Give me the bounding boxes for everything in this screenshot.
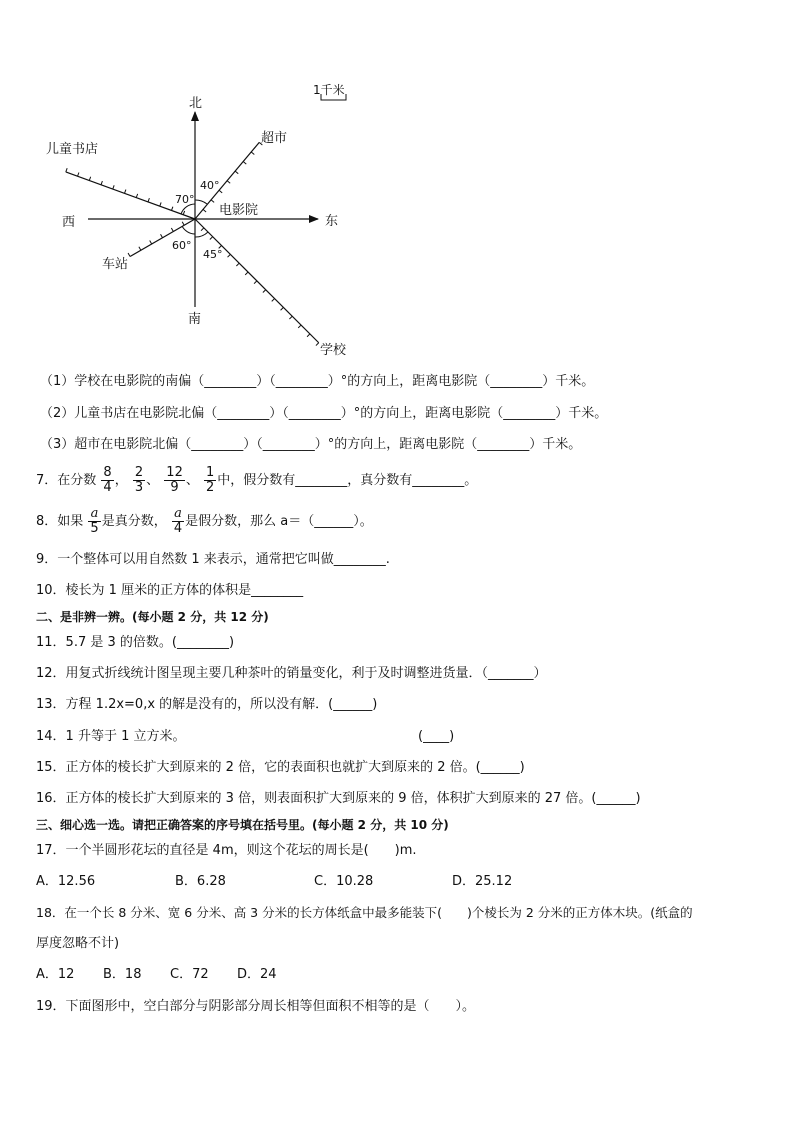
ray-supermarket-tick — [211, 200, 214, 203]
angle-arc-45 — [195, 232, 208, 237]
question-9: 9．一个整体可以用自然数 1 来表示，通常把它叫做________. — [36, 552, 390, 567]
question-10: 10．棱长为 1 厘米的正方体的体积是________ — [36, 583, 304, 598]
ray-station-tick — [128, 253, 130, 256]
fraction-12-9 — [164, 466, 185, 495]
ray-supermarket-tick — [203, 209, 206, 212]
ray-school-tick — [236, 263, 239, 266]
q6-part2: （2）儿童书店在电影院北偏（________）（________）°的方向上，距离电影院（________）千米。 — [40, 406, 608, 421]
fraction-numerator: a — [88, 507, 100, 522]
q17-option-a: A．12.56 — [36, 874, 96, 889]
ray-school-tick — [254, 281, 257, 284]
fraction-a-4 — [172, 507, 184, 536]
fraction-numerator: 8 — [103, 465, 112, 480]
ray-school-tick — [272, 299, 275, 302]
question-7 — [36, 464, 477, 498]
ray-bookstore-tick — [101, 181, 102, 185]
east-label: 东 — [325, 214, 339, 229]
station-label: 车站 — [102, 257, 129, 272]
north-label: 北 — [189, 96, 203, 111]
fraction-1-2 — [204, 466, 216, 495]
ray-school-tick — [201, 228, 204, 231]
fraction-denominator: 4 — [173, 521, 183, 536]
south-label: 南 — [188, 312, 202, 327]
fraction-8-4 — [101, 466, 113, 495]
ray-bookstore-tick — [148, 198, 149, 202]
angle-45-label: 45° — [203, 248, 223, 261]
question-19: 19．下面图形中，空白部分与阴影部分周长相等但面积不相等的是（ ）。 — [36, 999, 476, 1014]
question-18-line2: 厚度忽略不计) — [36, 936, 120, 951]
question-16: 16．正方体的棱长扩大到原来的 3 倍，则表面积扩大到原来的 9 倍，体积扩大到原来的 27 倍。(______) — [36, 791, 641, 806]
ray-bookstore-tick — [125, 190, 126, 194]
ray-school-tick — [281, 307, 284, 310]
ray-station-tick — [139, 247, 141, 250]
ray-school-tick — [298, 325, 301, 328]
ray-supermarket-tick — [251, 152, 254, 155]
ray-bookstore-tick — [172, 207, 173, 211]
ray-supermarket-tick — [227, 181, 230, 184]
ray-bookstore-tick — [113, 185, 114, 189]
cinema-label: 电影院 — [219, 203, 259, 218]
fraction-2-3 — [133, 466, 145, 495]
supermarket-label: 超市 — [261, 131, 288, 146]
ray-bookstore-tick — [183, 211, 184, 215]
q7-sep2: 、 — [146, 473, 160, 488]
angle-arc-40 — [195, 200, 207, 204]
fraction-denominator: 3 — [134, 480, 144, 495]
ray-school-tick — [316, 343, 319, 346]
ray-station-tick — [171, 228, 173, 231]
q6-part1: （1）学校在电影院的南偏（________）（________）°的方向上，距离电影院（________）千米。 — [40, 374, 595, 389]
ray-bookstore-tick — [136, 194, 137, 198]
fraction-a-5 — [88, 507, 100, 536]
ray-station-tick — [161, 234, 163, 237]
q18-option-b: B．18 — [103, 967, 142, 982]
angle-40-label: 40° — [200, 179, 220, 192]
section-3-heading: 三、细心选一选。请把正确答案的序号填在括号里。(每小题 2 分，共 10 分) — [36, 818, 449, 832]
q18-option-d: D．24 — [237, 967, 277, 982]
ray-school-tick — [228, 254, 231, 257]
fraction-denominator: 5 — [90, 521, 99, 536]
ray-bookstore-tick — [160, 202, 161, 206]
fraction-numerator: a — [172, 507, 184, 522]
q7-sep1: ， — [114, 473, 128, 488]
ray-supermarket-tick — [243, 162, 246, 165]
fraction-denominator: 4 — [103, 480, 112, 495]
q7-prefix: 7．在分数 — [36, 473, 97, 488]
q8-mid: 是真分数， — [101, 514, 167, 529]
ray-school-tick — [289, 316, 292, 319]
q18-option-c: C．72 — [170, 967, 209, 982]
ray-supermarket-tick — [219, 190, 222, 193]
ray-station-tick — [150, 241, 152, 244]
west-label: 西 — [62, 215, 76, 230]
question-17: 17．一个半圆形花坛的直径是 4m，则这个花坛的周长是( )m. — [36, 843, 417, 858]
q6-part3: （3）超市在电影院北偏（________）（________）°的方向上，距离电影院（________）千米。 — [40, 437, 582, 452]
q17-option-c: C．10.28 — [314, 874, 374, 889]
q7-suffix: 中，假分数有________，真分数有________。 — [217, 473, 478, 488]
question-13: 13．方程 1.2x=0,x 的解是没有的，所以没有解．(______) — [36, 697, 378, 712]
question-14: 14．1 升等于 1 立方米。 — [36, 729, 186, 744]
angle-arc-60 — [182, 226, 195, 234]
ray-school-tick — [263, 290, 266, 293]
ray-school-tick — [245, 272, 248, 275]
direction-map — [0, 0, 794, 370]
q8-suffix: 是假分数，那么 a＝（______）。 — [185, 514, 373, 529]
school-label: 学校 — [320, 343, 347, 358]
question-15: 15．正方体的棱长扩大到原来的 2 倍，它的表面积也就扩大到原来的 2 倍。(______) — [36, 760, 525, 775]
section-2-heading: 二、是非辨一辨。(每小题 2 分，共 12 分) — [36, 610, 269, 624]
q18-option-a: A．12 — [36, 967, 75, 982]
ray-school-tick — [307, 334, 310, 337]
ray-bookstore-tick — [89, 177, 90, 181]
ray-supermarket-tick — [235, 171, 238, 174]
ray-bookstore-tick — [78, 172, 79, 176]
fraction-denominator: 9 — [170, 480, 179, 495]
question-18-line1: 18．在一个长 8 分米、宽 6 分米、高 3 分米的长方体纸盒中最多能装下( )个棱长为 2 分米的正方体木块。(纸盒的 — [36, 905, 693, 920]
fraction-numerator: 1 — [206, 465, 215, 480]
q17-option-b: B．6.28 — [175, 874, 226, 889]
question-12: 12．用复式折线统计图呈现主要几种茶叶的销量变化，利于及时调整进货量．（_______） — [36, 666, 547, 681]
angle-60-label: 60° — [172, 239, 192, 252]
q17-option-d: D．25.12 — [452, 874, 513, 889]
fraction-denominator: 2 — [206, 480, 215, 495]
bookstore-label: 儿童书店 — [46, 142, 99, 157]
q7-sep3: 、 — [185, 473, 199, 488]
q8-prefix: 8．如果 — [36, 514, 84, 529]
fraction-numerator: 2 — [134, 465, 144, 480]
question-11: 11．5.7 是 3 的倍数。(________) — [36, 635, 235, 650]
ray-school-tick — [210, 237, 213, 240]
question-14-blank: (____) — [418, 729, 455, 744]
question-8 — [36, 505, 373, 539]
angle-70-label: 70° — [175, 193, 195, 206]
ray-bookstore-tick — [66, 168, 67, 172]
scale-label: 1千米 — [313, 83, 345, 97]
ray-station-tick — [182, 222, 184, 225]
fraction-numerator: 12 — [166, 465, 183, 480]
